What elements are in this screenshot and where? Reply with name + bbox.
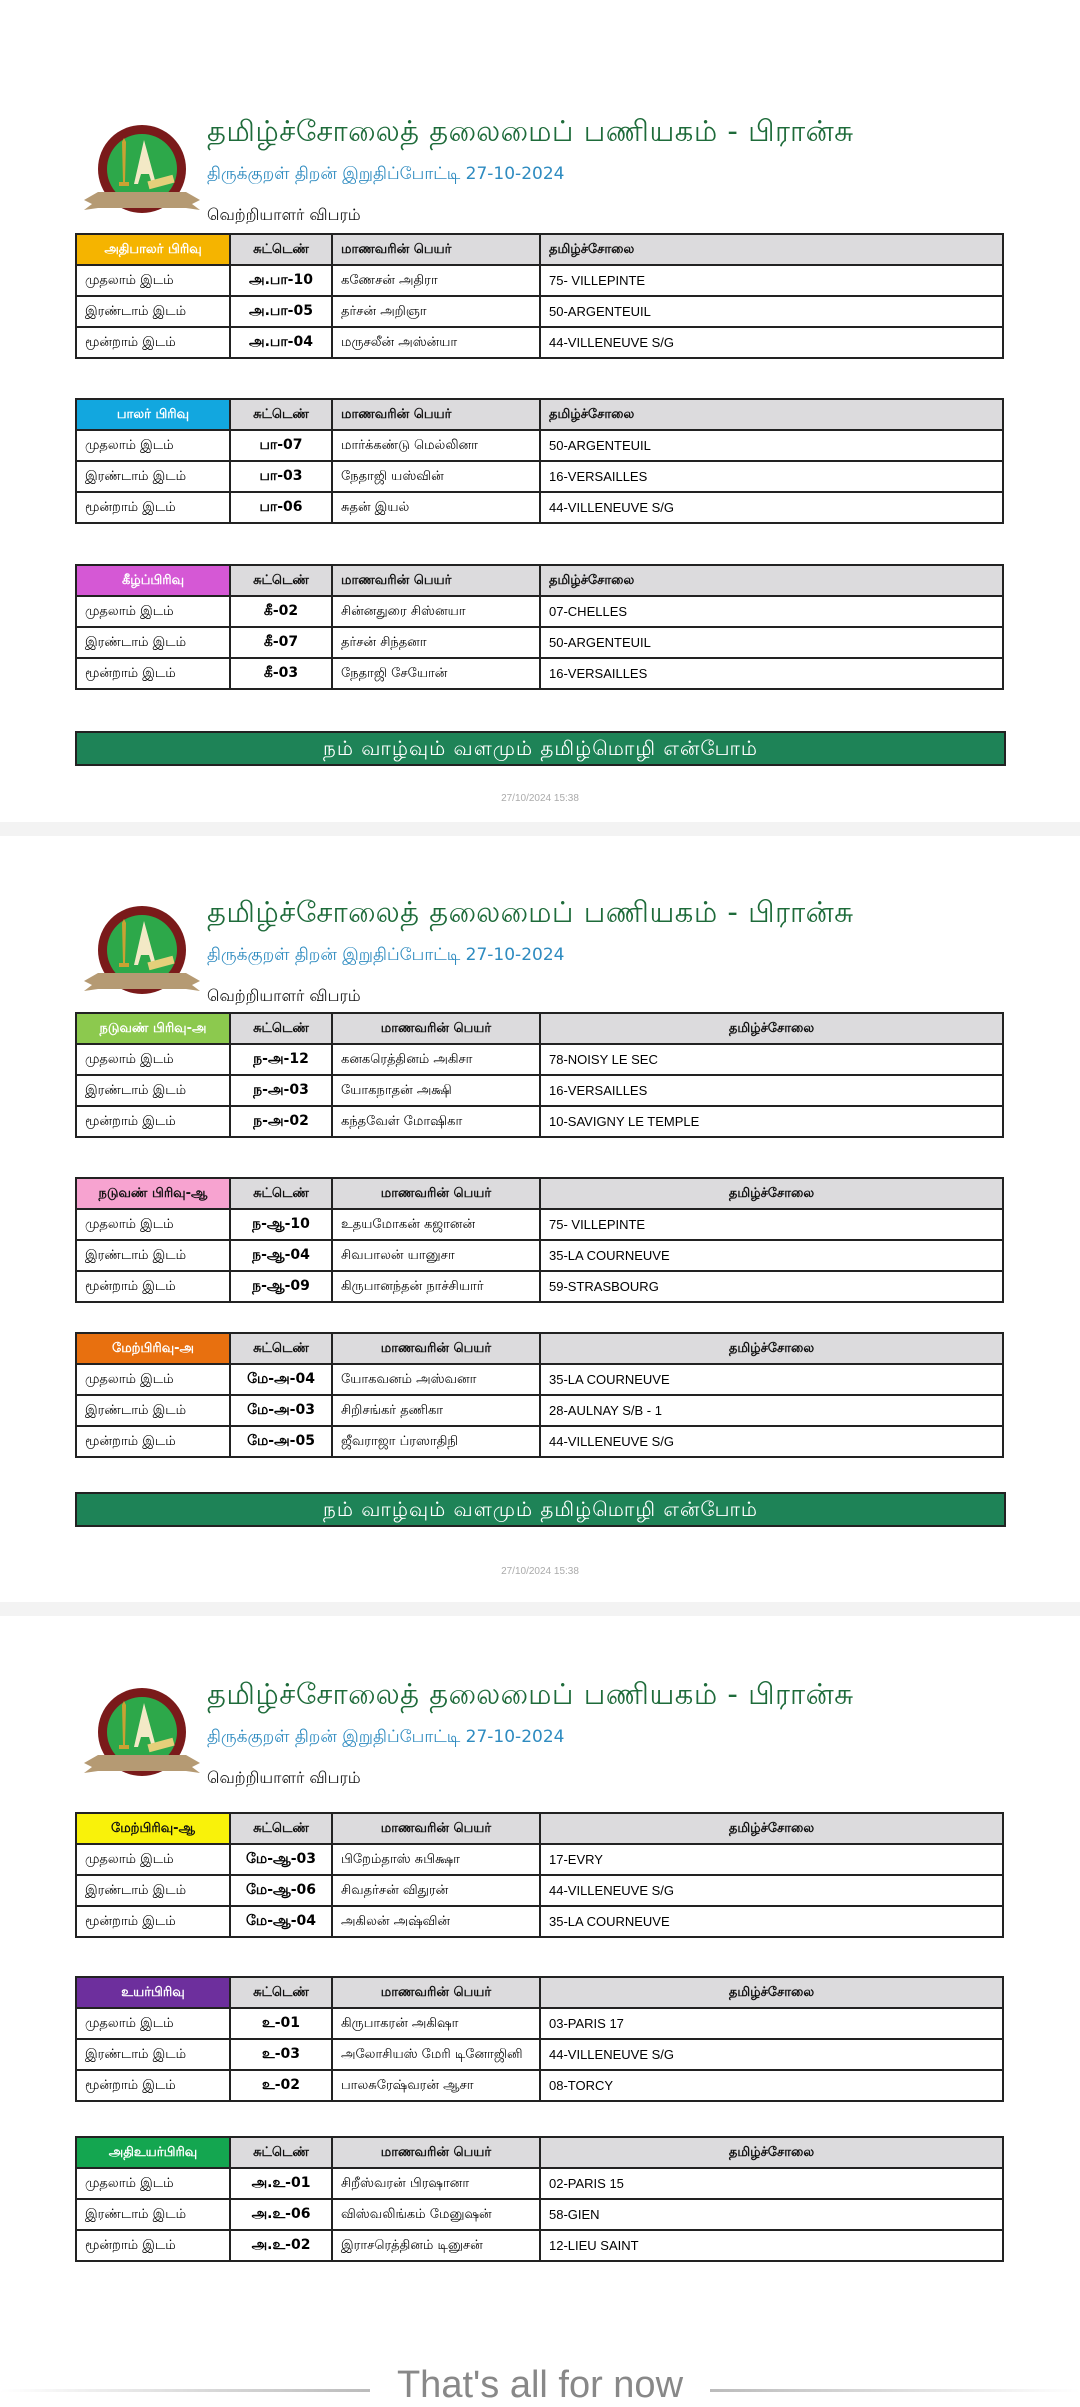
organization-logo: [82, 122, 202, 222]
place-cell: முதலாம் இடம்: [76, 265, 230, 296]
table-row: [76, 327, 1003, 358]
place-cell: மூன்றாம் இடம்: [76, 1426, 230, 1457]
place-cell: மூன்றாம் இடம்: [76, 492, 230, 523]
column-header-student: மாணவரின் பெயர்: [332, 1813, 540, 1844]
print-timestamp: 27/10/2024 15:38: [501, 793, 579, 804]
competition-subtitle: திருக்குறள் திறன் இறுதிப்போட்டி 27-10-2024: [207, 1727, 565, 1747]
school-cell: 12-LIEU SAINT: [540, 2230, 1003, 2261]
column-header-code: சுட்டெண்: [230, 234, 332, 265]
table-row: [76, 2199, 1003, 2230]
winners-label: வெற்றியாளர் விபரம்: [207, 205, 361, 224]
code-cell: ந-ஆ-09: [230, 1271, 332, 1302]
school-cell: 02-PARIS 15: [540, 2168, 1003, 2199]
category-label: பாலர் பிரிவு: [76, 399, 230, 430]
place-cell: இரண்டாம் இடம்: [76, 2199, 230, 2230]
code-cell: ந-ஆ-04: [230, 1240, 332, 1271]
student-cell: நேதாஜி சேயோன்: [332, 658, 540, 689]
column-header-school: தமிழ்ச்சோலை: [540, 1813, 1003, 1844]
page-separator: [0, 1602, 1080, 1616]
school-cell: 35-LA COURNEUVE: [540, 1240, 1003, 1271]
column-header-code: சுட்டெண்: [230, 565, 332, 596]
student-cell: கணேசன் அதிரா: [332, 265, 540, 296]
school-cell: 03-PARIS 17: [540, 2008, 1003, 2039]
student-cell: சின்னதுரை சிஸ்னயா: [332, 596, 540, 627]
student-cell: நேதாஜி யஸ்வின்: [332, 461, 540, 492]
motto-banner: நம் வாழ்வும் வளமும் தமிழ்மொழி என்போம்: [75, 1492, 1006, 1527]
school-cell: 50-ARGENTEUIL: [540, 430, 1003, 461]
table-row: [76, 627, 1003, 658]
column-header-student: மாணவரின் பெயர்: [332, 1178, 540, 1209]
table-header-row: [76, 1813, 1003, 1844]
code-cell: மே-ஆ-04: [230, 1906, 332, 1937]
results-table: [75, 398, 1004, 524]
place-cell: இரண்டாம் இடம்: [76, 1395, 230, 1426]
winners-label: வெற்றியாளர் விபரம்: [207, 1768, 361, 1787]
page-title: தமிழ்ச்சோலைத் தலைமைப் பணியகம் - பிரான்சு: [207, 114, 854, 148]
column-header-code: சுட்டெண்: [230, 399, 332, 430]
table-row: [76, 296, 1003, 327]
place-cell: இரண்டாம் இடம்: [76, 1875, 230, 1906]
results-table: [75, 1812, 1004, 1938]
place-cell: இரண்டாம் இடம்: [76, 461, 230, 492]
student-cell: இராசரெத்தினம் டினுசன்: [332, 2230, 540, 2261]
school-cell: 08-TORCY: [540, 2070, 1003, 2101]
code-cell: கீ-02: [230, 596, 332, 627]
school-cell: 50-ARGENTEUIL: [540, 296, 1003, 327]
column-header-student: மாணவரின் பெயர்: [332, 1333, 540, 1364]
place-cell: முதலாம் இடம்: [76, 1209, 230, 1240]
school-cell: 75- VILLEPINTE: [540, 265, 1003, 296]
table-row: [76, 1906, 1003, 1937]
column-header-school: தமிழ்ச்சோலை: [540, 2137, 1003, 2168]
column-header-school: தமிழ்ச்சோலை: [540, 1178, 1003, 1209]
student-cell: மார்க்கண்டு மெல்லினா: [332, 430, 540, 461]
place-cell: இரண்டாம் இடம்: [76, 2039, 230, 2070]
code-cell: ந-அ-12: [230, 1044, 332, 1075]
table-header-row: [76, 565, 1003, 596]
table-row: [76, 1364, 1003, 1395]
organization-logo: [82, 1685, 202, 1785]
table-row: [76, 2168, 1003, 2199]
category-label: உயர்பிரிவு: [76, 1977, 230, 2008]
table-row: [76, 2039, 1003, 2070]
page-separator: [0, 822, 1080, 836]
place-cell: மூன்றாம் இடம்: [76, 658, 230, 689]
student-cell: கனகரெத்தினம் அகிசா: [332, 1044, 540, 1075]
code-cell: அ.உ-01: [230, 2168, 332, 2199]
table-row: [76, 1106, 1003, 1137]
column-header-code: சுட்டெண்: [230, 1333, 332, 1364]
code-cell: அ.பா-10: [230, 265, 332, 296]
document-page: [0, 0, 1080, 822]
column-header-student: மாணவரின் பெயர்: [332, 2137, 540, 2168]
student-cell: யோகவனம் அஸ்வனா: [332, 1364, 540, 1395]
column-header-student: மாணவரின் பெயர்: [332, 565, 540, 596]
student-cell: சிறீஸ்வரன் பிரஷானா: [332, 2168, 540, 2199]
code-cell: ந-ஆ-10: [230, 1209, 332, 1240]
table-header-row: [76, 1013, 1003, 1044]
student-cell: சிவதர்சன் விதுரன்: [332, 1875, 540, 1906]
code-cell: கீ-03: [230, 658, 332, 689]
student-cell: பிறேம்தாஸ் சுபிக்ஷா: [332, 1844, 540, 1875]
table-row: [76, 1271, 1003, 1302]
code-cell: மே-அ-03: [230, 1395, 332, 1426]
table-header-row: [76, 399, 1003, 430]
table-row: [76, 492, 1003, 523]
code-cell: கீ-07: [230, 627, 332, 658]
category-label: நடுவண் பிரிவு-அ: [76, 1013, 230, 1044]
code-cell: அ.உ-02: [230, 2230, 332, 2261]
code-cell: அ.பா-04: [230, 327, 332, 358]
place-cell: முதலாம் இடம்: [76, 1044, 230, 1075]
code-cell: உ-01: [230, 2008, 332, 2039]
results-table: [75, 1332, 1004, 1458]
student-cell: சுதன் இயல்: [332, 492, 540, 523]
school-cell: 44-VILLENEUVE S/G: [540, 1875, 1003, 1906]
table-row: [76, 461, 1003, 492]
code-cell: பா-06: [230, 492, 332, 523]
column-header-code: சுட்டெண்: [230, 1178, 332, 1209]
column-header-code: சுட்டெண்: [230, 1813, 332, 1844]
school-cell: 17-EVRY: [540, 1844, 1003, 1875]
column-header-code: சுட்டெண்: [230, 2137, 332, 2168]
code-cell: ந-அ-03: [230, 1075, 332, 1106]
table-row: [76, 1844, 1003, 1875]
student-cell: மருசலீன் அஸ்ன்யா: [332, 327, 540, 358]
end-message: That's all for now: [396, 2364, 684, 2406]
school-cell: 44-VILLENEUVE S/G: [540, 1426, 1003, 1457]
place-cell: முதலாம் இடம்: [76, 1844, 230, 1875]
competition-subtitle: திருக்குறள் திறன் இறுதிப்போட்டி 27-10-2024: [207, 164, 565, 184]
place-cell: முதலாம் இடம்: [76, 430, 230, 461]
results-table: [75, 1976, 1004, 2102]
table-row: [76, 658, 1003, 689]
category-label: அதிஉயர்பிரிவு: [76, 2137, 230, 2168]
page-title: தமிழ்ச்சோலைத் தலைமைப் பணியகம் - பிரான்சு: [207, 1677, 854, 1711]
student-cell: அலோசியஸ் மேரி டினோஜினி: [332, 2039, 540, 2070]
school-cell: 75- VILLEPINTE: [540, 1209, 1003, 1240]
table-header-row: [76, 2137, 1003, 2168]
school-cell: 59-STRASBOURG: [540, 1271, 1003, 1302]
place-cell: மூன்றாம் இடம்: [76, 327, 230, 358]
code-cell: மே-ஆ-06: [230, 1875, 332, 1906]
student-cell: உதயமோகன் கஜானன்: [332, 1209, 540, 1240]
table-header-row: [76, 234, 1003, 265]
student-cell: அகிலன் அஷ்வின்: [332, 1906, 540, 1937]
student-cell: ஜீவராஜா ப்ரஸாதிநி: [332, 1426, 540, 1457]
school-cell: 35-LA COURNEUVE: [540, 1906, 1003, 1937]
school-cell: 16-VERSAILLES: [540, 658, 1003, 689]
organization-logo: [82, 903, 202, 1003]
place-cell: இரண்டாம் இடம்: [76, 627, 230, 658]
code-cell: பா-07: [230, 430, 332, 461]
table-header-row: [76, 1333, 1003, 1364]
school-cell: 44-VILLENEUVE S/G: [540, 327, 1003, 358]
place-cell: இரண்டாம் இடம்: [76, 1240, 230, 1271]
table-row: [76, 2070, 1003, 2101]
place-cell: முதலாம் இடம்: [76, 2008, 230, 2039]
student-cell: தர்சன் சிந்தனா: [332, 627, 540, 658]
code-cell: மே-ஆ-03: [230, 1844, 332, 1875]
print-timestamp: 27/10/2024 15:38: [501, 1566, 579, 1577]
place-cell: இரண்டாம் இடம்: [76, 1075, 230, 1106]
table-row: [76, 596, 1003, 627]
category-label: மேற்பிரிவு-அ: [76, 1333, 230, 1364]
table-row: [76, 1044, 1003, 1075]
student-cell: யோகநாதன் அக்ஷி: [332, 1075, 540, 1106]
category-label: நடுவண் பிரிவு-ஆ: [76, 1178, 230, 1209]
code-cell: மே-அ-05: [230, 1426, 332, 1457]
place-cell: மூன்றாம் இடம்: [76, 2230, 230, 2261]
student-cell: தர்சன் அறிஞா: [332, 296, 540, 327]
place-cell: மூன்றாம் இடம்: [76, 1106, 230, 1137]
document-page: [0, 836, 1080, 1602]
category-label: மேற்பிரிவு-ஆ: [76, 1813, 230, 1844]
place-cell: முதலாம் இடம்: [76, 596, 230, 627]
table-header-row: [76, 1977, 1003, 2008]
school-cell: 07-CHELLES: [540, 596, 1003, 627]
table-row: [76, 2230, 1003, 2261]
place-cell: மூன்றாம் இடம்: [76, 1271, 230, 1302]
table-row: [76, 430, 1003, 461]
table-row: [76, 2008, 1003, 2039]
results-table: [75, 2136, 1004, 2262]
student-cell: கிருபானந்தன் நாச்சியார்: [332, 1271, 540, 1302]
place-cell: மூன்றாம் இடம்: [76, 2070, 230, 2101]
student-cell: பாலசுரேஷ்வரன் ஆசா: [332, 2070, 540, 2101]
table-row: [76, 1240, 1003, 1271]
results-table: [75, 233, 1004, 359]
school-cell: 58-GIEN: [540, 2199, 1003, 2230]
school-cell: 35-LA COURNEUVE: [540, 1364, 1003, 1395]
table-row: [76, 265, 1003, 296]
school-cell: 50-ARGENTEUIL: [540, 627, 1003, 658]
column-header-school: தமிழ்ச்சோலை: [540, 1013, 1003, 1044]
student-cell: கிருபாகரன் அகிஷா: [332, 2008, 540, 2039]
school-cell: 16-VERSAILLES: [540, 461, 1003, 492]
column-header-student: மாணவரின் பெயர்: [332, 399, 540, 430]
school-cell: 10-SAVIGNY LE TEMPLE: [540, 1106, 1003, 1137]
category-label: அதிபாலர் பிரிவு: [76, 234, 230, 265]
school-cell: 44-VILLENEUVE S/G: [540, 2039, 1003, 2070]
code-cell: பா-03: [230, 461, 332, 492]
code-cell: உ-02: [230, 2070, 332, 2101]
table-row: [76, 1875, 1003, 1906]
results-table: [75, 564, 1004, 690]
column-header-school: தமிழ்ச்சோலை: [540, 565, 1003, 596]
school-cell: 78-NOISY LE SEC: [540, 1044, 1003, 1075]
column-header-student: மாணவரின் பெயர்: [332, 1977, 540, 2008]
column-header-student: மாணவரின் பெயர்: [332, 234, 540, 265]
document-page: [0, 1616, 1080, 2400]
code-cell: ந-அ-02: [230, 1106, 332, 1137]
winners-label: வெற்றியாளர் விபரம்: [207, 986, 361, 1005]
motto-banner: நம் வாழ்வும் வளமும் தமிழ்மொழி என்போம்: [75, 731, 1006, 766]
place-cell: மூன்றாம் இடம்: [76, 1906, 230, 1937]
place-cell: இரண்டாம் இடம்: [76, 296, 230, 327]
place-cell: முதலாம் இடம்: [76, 1364, 230, 1395]
column-header-school: தமிழ்ச்சோலை: [540, 234, 1003, 265]
school-cell: 44-VILLENEUVE S/G: [540, 492, 1003, 523]
school-cell: 28-AULNAY S/B - 1: [540, 1395, 1003, 1426]
code-cell: உ-03: [230, 2039, 332, 2070]
category-label: கீழ்ப்பிரிவு: [76, 565, 230, 596]
table-row: [76, 1209, 1003, 1240]
code-cell: மே-அ-04: [230, 1364, 332, 1395]
column-header-school: தமிழ்ச்சோலை: [540, 1333, 1003, 1364]
code-cell: அ.பா-05: [230, 296, 332, 327]
student-cell: விஸ்வலிங்கம் மேனுஷன்: [332, 2199, 540, 2230]
table-header-row: [76, 1178, 1003, 1209]
school-cell: 16-VERSAILLES: [540, 1075, 1003, 1106]
end-of-document-marker: [0, 2362, 1080, 2406]
table-row: [76, 1075, 1003, 1106]
table-row: [76, 1426, 1003, 1457]
column-header-student: மாணவரின் பெயர்: [332, 1013, 540, 1044]
student-cell: சிவபாலன் யானுசா: [332, 1240, 540, 1271]
column-header-code: சுட்டெண்: [230, 1977, 332, 2008]
table-row: [76, 1395, 1003, 1426]
results-table: [75, 1012, 1004, 1138]
results-table: [75, 1177, 1004, 1303]
competition-subtitle: திருக்குறள் திறன் இறுதிப்போட்டி 27-10-2024: [207, 945, 565, 965]
code-cell: அ.உ-06: [230, 2199, 332, 2230]
place-cell: முதலாம் இடம்: [76, 2168, 230, 2199]
column-header-school: தமிழ்ச்சோலை: [540, 1977, 1003, 2008]
student-cell: சிறிசங்கர் தணிகா: [332, 1395, 540, 1426]
column-header-school: தமிழ்ச்சோலை: [540, 399, 1003, 430]
student-cell: கந்தவேள் மோஷிகா: [332, 1106, 540, 1137]
column-header-code: சுட்டெண்: [230, 1013, 332, 1044]
page-title: தமிழ்ச்சோலைத் தலைமைப் பணியகம் - பிரான்சு: [207, 895, 854, 929]
